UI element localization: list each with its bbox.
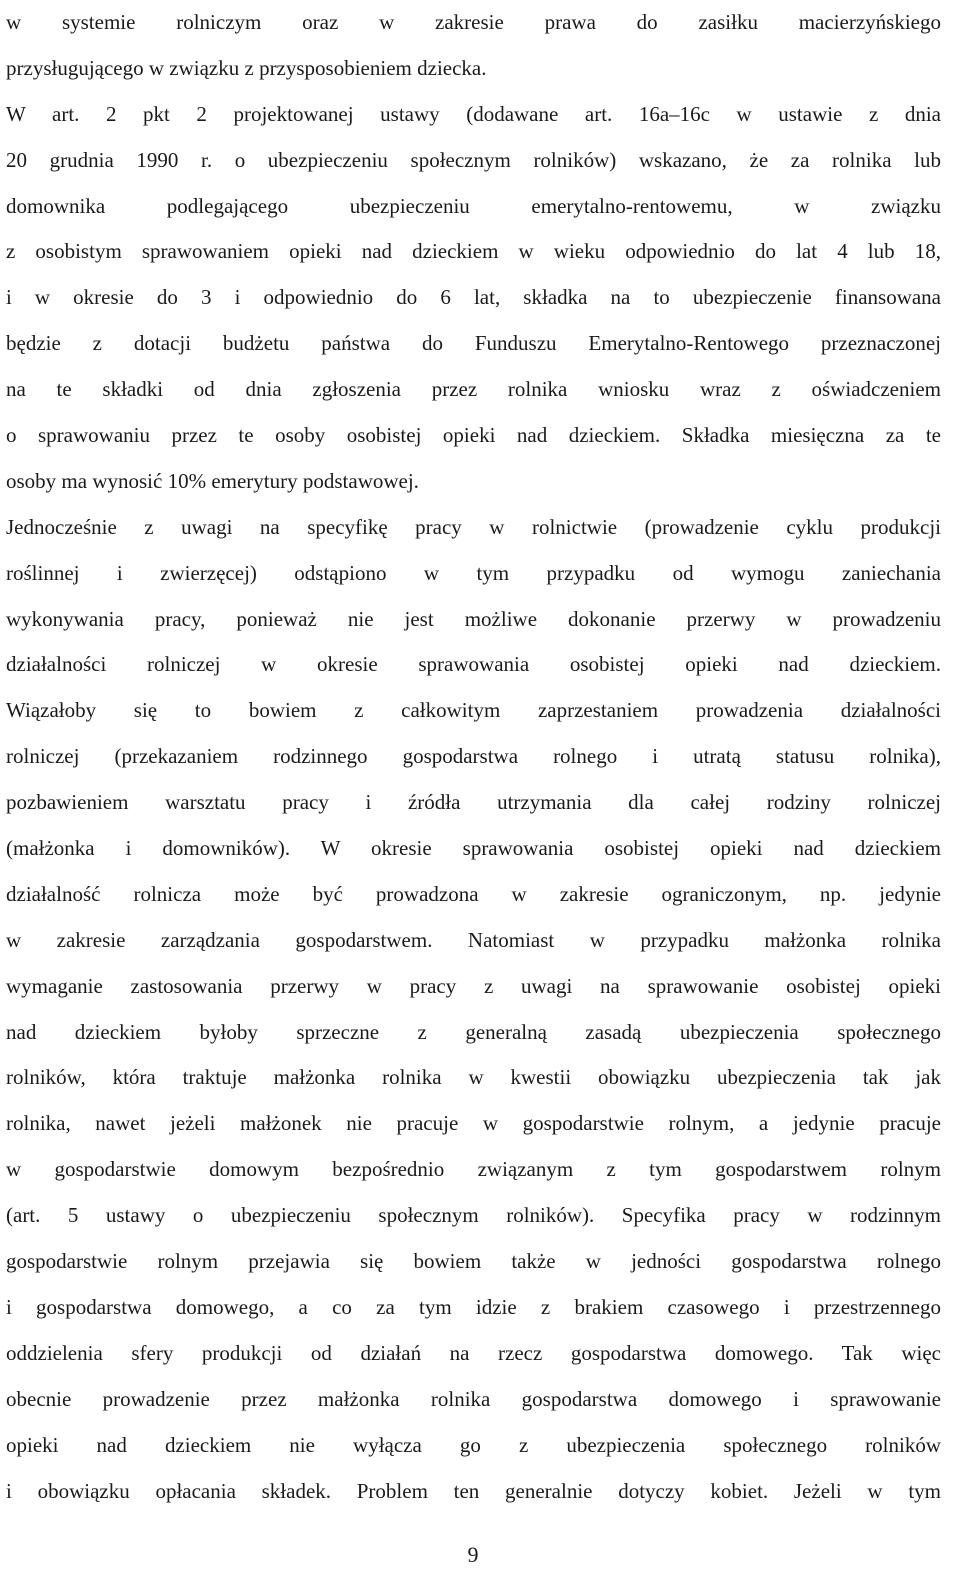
text-line: oddzielenia sfery produkcji od działań na rzecz gospodarstwa domowego. Tak więc (6, 1340, 941, 1365)
text-line: w zakresie zarządzania gospodarstwem. Natomiast w przypadku małżonka rolnika (6, 927, 941, 952)
text-line: Wiązałoby się to bowiem z całkowitym zaprzestaniem prowadzenia działalności (6, 698, 941, 723)
text-line: pozbawieniem warsztatu pracy i źródła utrzymania dla całej rodziny rolniczej (6, 790, 941, 815)
document-body (6, 0, 941, 1514)
text-line: będzie z dotacji budżetu państwa do Funduszu Emerytalno-Rentowego przeznaczonej (6, 331, 941, 356)
text-line: o sprawowaniu przez te osoby osobistej opieki nad dzieckiem. Składka miesięczna za te (6, 423, 941, 448)
text-line: wymaganie zastosowania przerwy w pracy z uwagi na sprawowanie osobistej opieki (6, 973, 941, 998)
text-line: obecnie prowadzenie przez małżonka rolnika gospodarstwa domowego i sprawowanie (6, 1386, 941, 1411)
text-line: domownika podlegającego ubezpieczeniu emerytalno-rentowemu, w związku (6, 193, 941, 218)
text-line: (małżonka i domowników). W okresie sprawowania osobistej opieki nad dzieckiem (6, 836, 941, 861)
text-line: i obowiązku opłacania składek. Problem ten generalnie dotyczy kobiet. Jeżeli w tym (6, 1478, 941, 1503)
page-number: 9 (467, 1542, 479, 1567)
text-line: wykonywania pracy, ponieważ nie jest możliwe dokonanie przerwy w prowadzeniu (6, 606, 941, 631)
text-line: roślinnej i zwierzęcej) odstąpiono w tym przypadku od wymogu zaniechania (6, 560, 941, 585)
text-line: w gospodarstwie domowym bezpośrednio związanym z tym gospodarstwem rolnym (6, 1157, 941, 1182)
text-line: działalności rolniczej w okresie sprawowania osobistej opieki nad dzieckiem. (6, 652, 941, 677)
text-line: gospodarstwie rolnym przejawia się bowiem także w jedności gospodarstwa rolnego (6, 1249, 941, 1274)
paragraph (6, 0, 941, 92)
text-line: 20 grudnia 1990 r. o ubezpieczeniu społecznym rolników) wskazano, że za rolnika lub (6, 147, 941, 172)
text-line: W art. 2 pkt 2 projektowanej ustawy (dodawane art. 16a–16c w ustawie z dnia (6, 101, 941, 126)
text-line: w systemie rolniczym oraz w zakresie prawa do zasiłku macierzyńskiego (6, 10, 941, 34)
text-line: na te składki od dnia zgłoszenia przez rolnika wniosku wraz z oświadczeniem (6, 377, 941, 402)
text-line: i gospodarstwa domowego, a co za tym idzie z brakiem czasowego i przestrzennego (6, 1294, 941, 1319)
text-line: rolnika, nawet jeżeli małżonek nie pracuje w gospodarstwie rolnym, a jedynie pracuje (6, 1111, 941, 1136)
text-line: działalność rolnicza może być prowadzona w zakresie ograniczonym, np. jedynie (6, 881, 941, 906)
text-line: osoby ma wynosić 10% emerytury podstawowej. (6, 468, 419, 493)
paragraph (6, 505, 941, 1515)
text-line: z osobistym sprawowaniem opieki nad dzieckiem w wieku odpowiednio do lat 4 lub 18, (6, 239, 941, 264)
text-line: i w okresie do 3 i odpowiednio do 6 lat, składka na to ubezpieczenie finansowana (6, 285, 941, 310)
paragraph (6, 92, 941, 505)
text-line: przysługującego w związku z przysposobieniem dziecka. (6, 55, 487, 80)
text-line: (art. 5 ustawy o ubezpieczeniu społecznym rolników). Specyfika pracy w rodzinnym (6, 1203, 941, 1228)
text-line: Jednocześnie z uwagi na specyfikę pracy w rolnictwie (prowadzenie cyklu produkcji (6, 514, 941, 539)
text-line: rolników, która traktuje małżonka rolnika w kwestii obowiązku ubezpieczenia tak jak (6, 1065, 941, 1090)
text-line: nad dzieckiem byłoby sprzeczne z generalną zasadą ubezpieczenia społecznego (6, 1019, 941, 1044)
text-line: rolniczej (przekazaniem rodzinnego gospodarstwa rolnego i utratą statusu rolnika), (6, 744, 941, 769)
text-line: opieki nad dzieckiem nie wyłącza go z ubezpieczenia społecznego rolników (6, 1432, 941, 1457)
